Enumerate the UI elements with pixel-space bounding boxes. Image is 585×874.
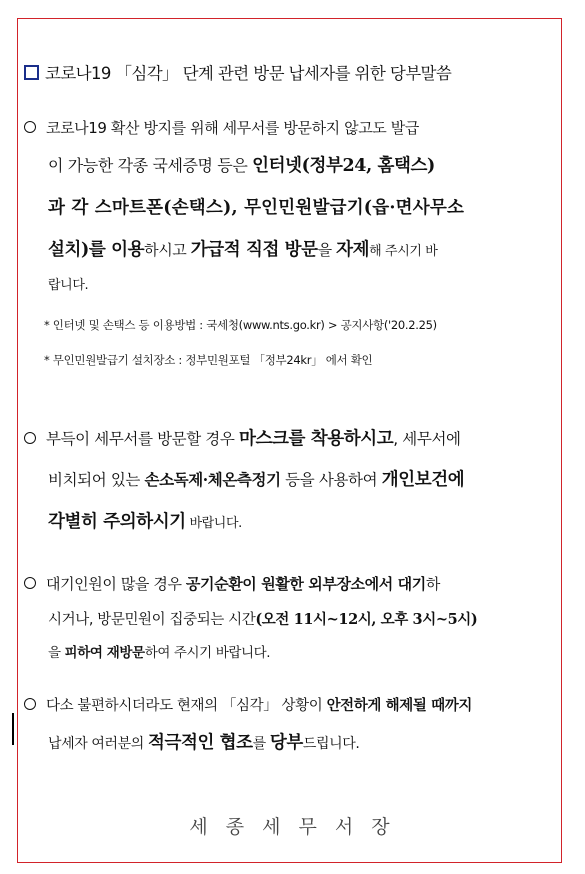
circle-bullet-icon [24,577,36,589]
checkbox-icon [24,65,39,80]
p1-line-1: 코로나19 확산 방지를 위해 세무서를 방문하지 않고도 발급 [24,117,554,138]
circle-bullet-icon [24,432,36,444]
p4-line-1: 다소 불편하시더라도 현재의 「심각」 상황이 안전하게 해제될 때까지 [24,694,554,715]
p1-line-2: 이 가능한 각종 국세증명 등은 인터넷(정부24, 홈택스) [48,156,435,176]
p2-line-2: 비치되어 있는 손소독제·체온측정기 등을 사용하여 개인보건에 [48,470,465,490]
p3-line-2: 시거나, 방문민원이 집중되는 시간(오전 11시~12시, 오후 3시~5시) [48,611,478,628]
p2-line-3: 각별히 주의하시기 바랍니다. [48,512,242,532]
circle-bullet-icon [24,121,36,133]
signature: 세 종 세 무 서 장 [189,816,396,838]
note-1: * 인터넷 및 손택스 등 이용방법 : 국세청(www.nts.go.kr) > 공지사항('20.2.25) [44,318,437,332]
title-text: 코로나19 「심각」 단계 관련 방문 납세자를 위한 당부말씀 [45,64,452,83]
p1-line-3: 과 각 스마트폰(손택스), 무인민원발급기(읍·면사무소 [48,198,465,218]
note-2: * 무인민원발급기 설치장소 : 정부민원포털 「정부24kr」 에서 확인 [44,353,373,367]
p4-line-2: 납세자 여러분의 적극적인 협조를 당부드립니다. [48,733,360,753]
p3-line-1: 대기인원이 많을 경우 공기순환이 원활한 외부장소에서 대기하 [24,573,554,594]
margin-mark [12,713,14,745]
p3-line-3: 을 피하여 재방문하여 주시기 바랍니다. [48,645,271,661]
circle-bullet-icon [24,698,36,710]
notice-title [24,60,554,84]
p1-line-4: 설치)를 이용하시고 가급적 직접 방문을 자제해 주시기 바 [48,240,438,260]
p1-line-5: 랍니다. [48,278,89,293]
p2-line-1: 부득이 세무서를 방문할 경우 마스크를 착용하시고, 세무서에 [24,425,554,450]
